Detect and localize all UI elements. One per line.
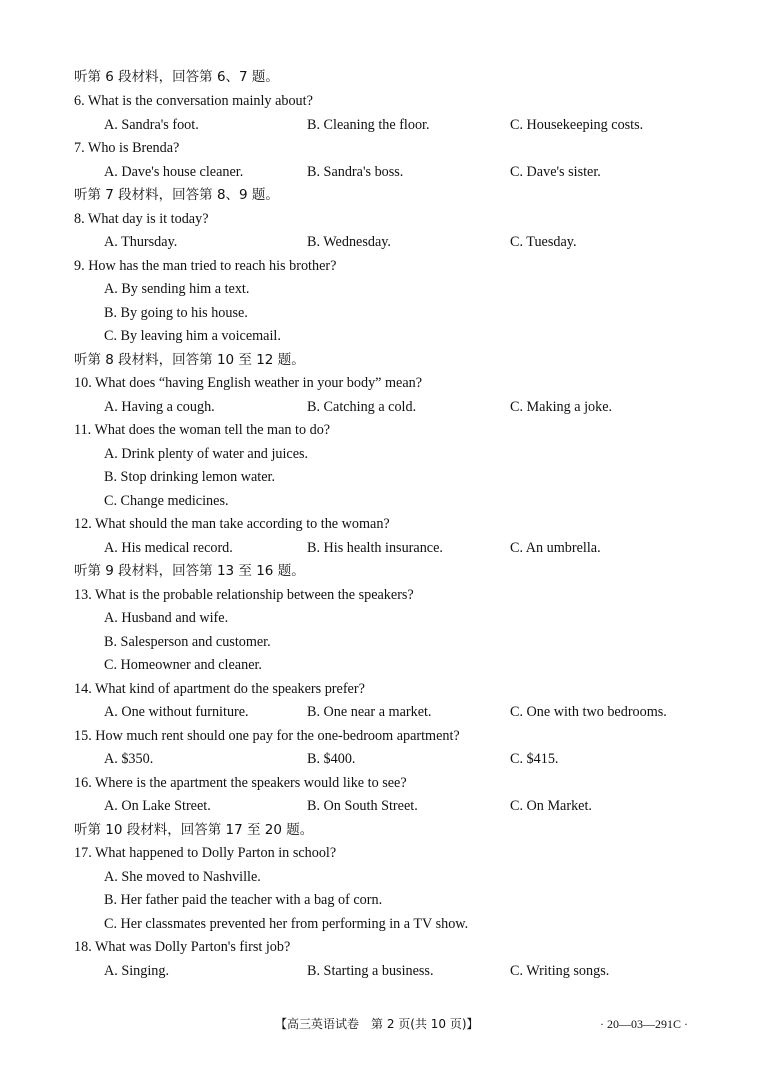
option-c: C. Housekeeping costs. (510, 117, 644, 133)
question-stem: 6. What is the conversation mainly about? (74, 93, 313, 109)
option-c: C. An umbrella. (510, 540, 601, 556)
option-b: B. By going to his house. (104, 305, 248, 321)
option-a: A. She moved to Nashville. (104, 869, 261, 885)
option-line (0, 302, 764, 325)
question-stem: 12. What should the man take according to the woman? (74, 516, 390, 532)
option-a: A. Drink plenty of water and juices. (104, 446, 309, 462)
options-row (0, 114, 764, 137)
option-line (0, 866, 764, 889)
option-a: A. One without furniture. (104, 704, 249, 720)
option-b: B. Salesperson and customer. (104, 634, 271, 650)
option-a: A. Having a cough. (104, 399, 215, 415)
question-stem: 7. Who is Brenda? (74, 140, 180, 156)
options-row (0, 701, 764, 724)
option-b: B. Sandra's boss. (307, 164, 404, 180)
options-row (0, 748, 764, 771)
option-line (0, 631, 764, 654)
option-b: B. Cleaning the floor. (307, 117, 430, 133)
question-stem: 8. What day is it today? (74, 211, 209, 227)
option-b: B. Wednesday. (307, 234, 391, 250)
section-header: 听第 9 段材料，回答第 13 至 16 题。 (74, 563, 305, 579)
section-header: 听第 8 段材料，回答第 10 至 12 题。 (74, 352, 305, 368)
options-row (0, 537, 764, 560)
option-c: C. Change medicines. (104, 493, 229, 509)
option-a: A. On Lake Street. (104, 798, 211, 814)
option-a: A. $350. (104, 751, 154, 767)
options-row (0, 795, 764, 818)
options-row (0, 161, 764, 184)
question-stem: 15. How much rent should one pay for the one-bedroom apartment? (74, 728, 460, 744)
option-c: C. $415. (510, 751, 559, 767)
option-a: A. Sandra's foot. (104, 117, 199, 133)
options-row (0, 396, 764, 419)
option-line (0, 325, 764, 348)
option-a: A. Husband and wife. (104, 610, 229, 626)
question-stem: 13. What is the probable relationship between the speakers? (74, 587, 414, 603)
question-stem: 10. What does “having English weather in your body” mean? (74, 375, 423, 391)
option-c: C. Homeowner and cleaner. (104, 657, 262, 673)
option-a: A. Thursday. (104, 234, 178, 250)
option-line (0, 654, 764, 677)
option-c: C. Dave's sister. (510, 164, 601, 180)
option-line (0, 466, 764, 489)
footer-exam-code: · 20—03—291C · (600, 1017, 688, 1031)
question-stem: 9. How has the man tried to reach his brother? (74, 258, 337, 274)
option-b: B. Stop drinking lemon water. (104, 469, 276, 485)
question-stem: 17. What happened to Dolly Parton in school? (74, 845, 337, 861)
options-row (0, 231, 764, 254)
option-b: B. Her father paid the teacher with a bag of corn. (104, 892, 383, 908)
option-line (0, 490, 764, 513)
page-footer (0, 1014, 764, 1034)
option-b: B. On South Street. (307, 798, 418, 814)
question-stem: 14. What kind of apartment do the speakers prefer? (74, 681, 365, 697)
option-a: A. Dave's house cleaner. (104, 164, 244, 180)
option-b: B. One near a market. (307, 704, 432, 720)
option-c: C. By leaving him a voicemail. (104, 328, 281, 344)
option-a: A. Singing. (104, 963, 170, 979)
footer-page-info: 【高三英语试卷 第 2 页(共 10 页)】 (275, 1017, 479, 1031)
section-header: 听第 7 段材料，回答第 8、9 题。 (74, 187, 279, 203)
option-b: B. Starting a business. (307, 963, 434, 979)
option-line (0, 278, 764, 301)
option-b: B. $400. (307, 751, 356, 767)
option-c: C. Her classmates prevented her from performing in a TV show. (104, 916, 469, 932)
section-header: 听第 6 段材料，回答第 6、7 题。 (74, 69, 279, 85)
option-line (0, 607, 764, 630)
question-stem: 11. What does the woman tell the man to do? (74, 422, 331, 438)
option-c: C. Tuesday. (510, 234, 577, 250)
option-b: B. His health insurance. (307, 540, 443, 556)
option-a: A. His medical record. (104, 540, 233, 556)
option-c: C. Writing songs. (510, 963, 610, 979)
option-line (0, 889, 764, 912)
option-c: C. Making a joke. (510, 399, 613, 415)
option-c: C. One with two bedrooms. (510, 704, 667, 720)
question-stem: 18. What was Dolly Parton's first job? (74, 939, 291, 955)
section-header: 听第 10 段材料，回答第 17 至 20 题。 (74, 822, 314, 838)
option-c: C. On Market. (510, 798, 592, 814)
option-a: A. By sending him a text. (104, 281, 250, 297)
option-line (0, 913, 764, 936)
option-line (0, 443, 764, 466)
options-row (0, 960, 764, 983)
question-stem: 16. Where is the apartment the speakers would like to see? (74, 775, 407, 791)
option-b: B. Catching a cold. (307, 399, 417, 415)
